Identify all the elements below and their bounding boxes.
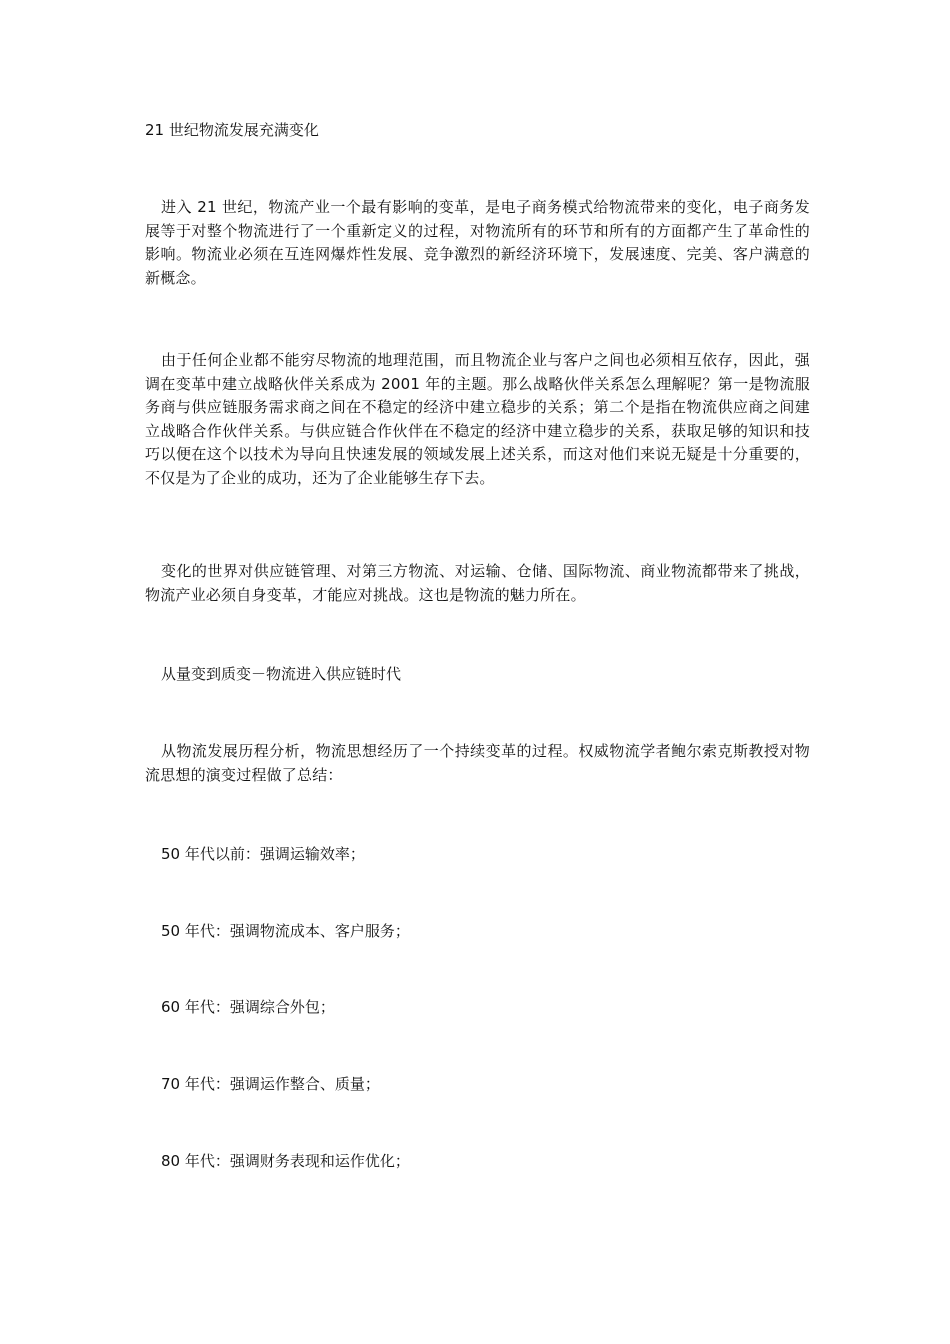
document-title: 21 世纪物流发展充满变化	[145, 121, 319, 139]
paragraph-1: 进入 21 世纪，物流产业一个最有影响的变革，是电子商务模式给物流带来的变化，电子商务发展等于对整个物流进行了一个重新定义的过程，对物流所有的环节和所有的方面都产生了革命性的影响。物流业必须在互连网爆炸性发展、竞争激烈的新经济环境下，发展速度、完美、客户满意的新概念。	[145, 198, 810, 287]
timeline-item: 70 年代：强调运作整合、质量；	[161, 1075, 380, 1093]
paragraph-2: 由于任何企业都不能穷尽物流的地理范围，而且物流企业与客户之间也必须相互依存，因此，强调在变革中建立战略伙伴关系成为 2001 年的主题。那么战略伙伴关系怎么理解呢？第一是物流服务商与供应链服务需求商之间在不稳定的经济中建立稳步的关系；第二个是指在物流供应商之间建立战略合作伙伴关系。与供应链合作伙伴在不稳定的经济中建立稳步的关系，获取足够的知识和技巧以便在这个以技术为导向且快速发展的领域发展上述关系，而这对他们来说无疑是十分重要的，不仅是为了企业的成功，还为了企业能够生存下去。	[145, 351, 810, 487]
section-subheading: 从量变到质变－物流进入供应链时代	[161, 665, 402, 683]
paragraph-3: 变化的世界对供应链管理、对第三方物流、对运输、仓储、国际物流、商业物流都带来了挑战，物流产业必须自身变革，才能应对挑战。这也是物流的魅力所在。	[145, 562, 810, 604]
timeline-item: 50 年代：强调物流成本、客户服务；	[161, 922, 410, 940]
timeline-item: 60 年代：强调综合外包；	[161, 998, 335, 1016]
timeline-item: 50 年代以前：强调运输效率；	[161, 845, 365, 863]
timeline-item: 80 年代：强调财务表现和运作优化；	[161, 1152, 410, 1170]
paragraph-4: 从物流发展历程分析，物流思想经历了一个持续变革的过程。权威物流学者鲍尔索克斯教授对物流思想的演变过程做了总结：	[145, 742, 810, 784]
